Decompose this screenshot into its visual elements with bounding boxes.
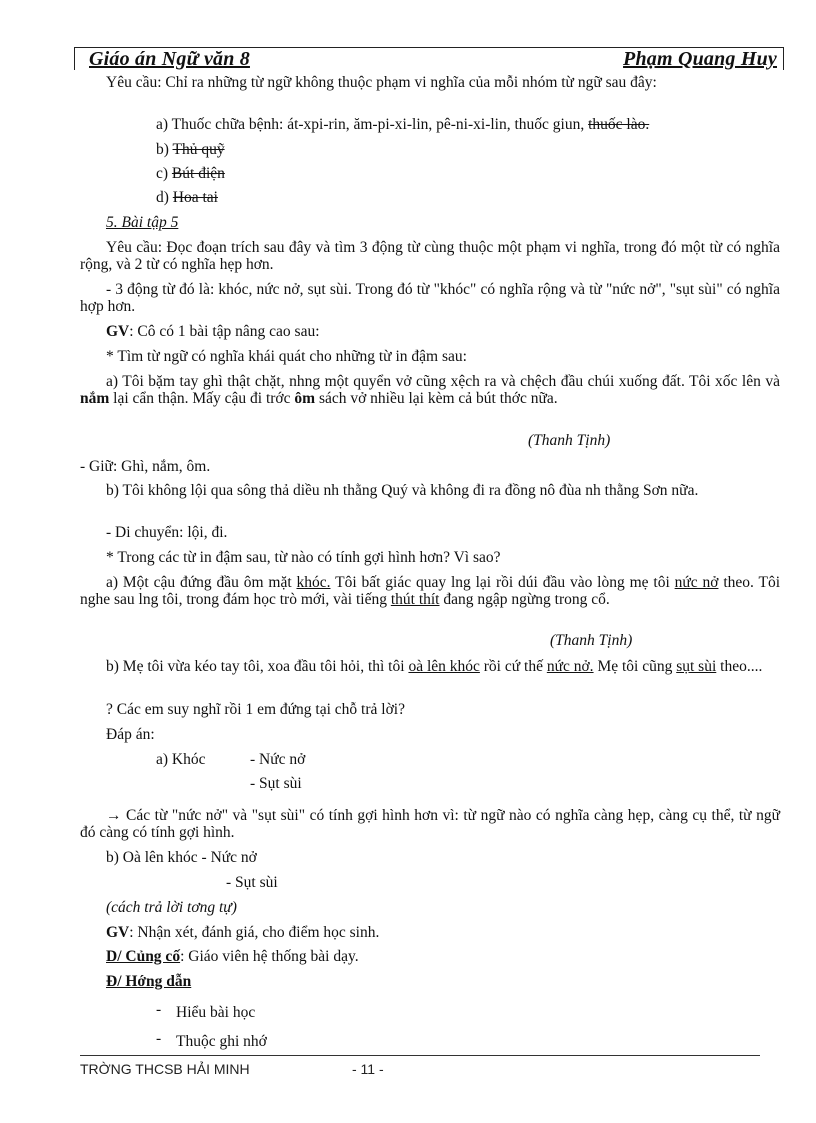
- item-a: a) Thuốc chữa bệnh: át-xpi-rin, ăm-pi-xi-lin, pê-ni-xi-lin, thuốc giun, thuốc lào.: [156, 116, 650, 133]
- bullet-marker: -: [156, 1030, 162, 1047]
- answer-label: Đáp án:: [106, 726, 155, 743]
- task-1: * Tìm từ ngữ có nghĩa khái quát cho những từ in đậm sau:: [106, 348, 467, 365]
- struck-word: Hoa tai: [172, 189, 218, 206]
- guidance-item-1: Hiểu bài học: [176, 1004, 256, 1021]
- answer-b: b) Oà lên khóc - Nức nở: [106, 849, 257, 866]
- passage-b: b) Tôi không lội qua sông thả diều nh thằng Quý và không đi ra đồng nô đùa nh thằng Sơn nữa.: [106, 482, 699, 499]
- consolidation: D/ Củng cố: Giáo viên hệ thống bài dạy.: [106, 948, 359, 965]
- passage-a: a) Tôi bặm tay ghì thật chặt, nhng một quyển vở cũng xệch ra và chệch đầu chúi xuống đất. Tôi xốc lên và nắm lại cẩn thận. Mấy cậu đi trớc ôm sách vở nhiều lại kèm cả bút thớc nữa.: [80, 373, 780, 407]
- header-subject: Giáo án Ngữ văn 8: [89, 48, 250, 70]
- page-header: [74, 47, 784, 70]
- task-2: * Trong các từ in đậm sau, từ nào có tính gợi hình hơn? Vì sao?: [106, 549, 501, 566]
- conclusion: → Các từ "nức nở" và "sụt sùi" có tính gợi hình hơn vì: từ ngữ nào có nghĩa càng hẹp, càng cụ thể, từ ngữ đó càng có tính gợi hình.: [80, 807, 780, 841]
- header-author: Phạm Quang Huy: [623, 48, 777, 70]
- exercise-5-answer: - 3 động từ đó là: khóc, nức nở, sụt sùi. Trong đó từ "khóc" có nghĩa rộng và từ "nức nở", "sụt sùi" có nghĩa hợp hơn.: [80, 281, 780, 315]
- answer-di-chuyen: - Di chuyển: lội, đi.: [106, 524, 228, 541]
- item-c: c) Bút điện: [156, 165, 225, 182]
- footer-school: TRỜNG THCSB HẢI MINH: [80, 1061, 250, 1077]
- teacher-note-2: GV: Nhận xét, đánh giá, cho điểm học sinh.: [106, 924, 380, 941]
- struck-word: Bút điện: [171, 165, 225, 182]
- teacher-note-1: GV: Cô có 1 bài tập nâng cao sau:: [106, 323, 320, 340]
- arrow-icon: →: [106, 807, 122, 824]
- guidance-item-2: Thuộc ghi nhớ: [176, 1033, 267, 1050]
- answer-a-item-2: - Sụt sùi: [250, 775, 302, 792]
- footer-divider: [80, 1055, 760, 1056]
- struck-word: Thủ quỹ: [172, 141, 225, 158]
- note-similar: (cách trả lời tơng tự): [106, 899, 237, 916]
- exercise-5-requirement: Yêu cầu: Đọc đoạn trích sau đây và tìm 3 động từ cùng thuộc một phạm vi nghĩa, trong đó một từ có nghĩa rộng, và 2 từ có nghĩa hẹp hơn.: [80, 239, 780, 273]
- passage-qb: b) Mẹ tôi vừa kéo tay tôi, xoa đầu tôi hỏi, thì tôi oà lên khóc rồi cứ thế nức nở. Mẹ tôi cũng sụt sùi theo....: [106, 658, 763, 675]
- item-d: d) Hoa tai: [156, 189, 218, 206]
- answer-a-item-1: - Nức nở: [250, 751, 306, 768]
- answer-giu: - Giữ: Ghì, nắm, ôm.: [80, 458, 211, 475]
- requirement-paragraph: Yêu cầu: Chỉ ra những từ ngữ không thuộc phạm vi nghĩa của mỗi nhóm từ ngữ sau đây:: [106, 74, 657, 91]
- struck-word: thuốc lào.: [588, 116, 650, 133]
- page-number: - 11 -: [352, 1061, 384, 1077]
- source-citation-2: (Thanh Tịnh): [550, 632, 633, 649]
- exercise-5-heading: 5. Bài tập 5: [106, 214, 179, 231]
- guidance-heading: Đ/ Hớng dẫn: [106, 973, 192, 990]
- source-citation-1: (Thanh Tịnh): [528, 432, 611, 449]
- item-b: b) Thủ quỹ: [156, 141, 225, 158]
- answer-b-item-2: - Sụt sùi: [226, 874, 278, 891]
- question: ? Các em suy nghĩ rồi 1 em đứng tại chỗ trả lời?: [106, 701, 405, 718]
- bullet-marker: -: [156, 1001, 162, 1018]
- answer-a-word: a) Khóc: [156, 751, 206, 768]
- passage-qa: a) Một cậu đứng đầu ôm mặt khóc. Tôi bất giác quay lng lại rồi dúi đầu vào lòng mẹ tôi nức nở theo. Tôi nghe sau lng tôi, trong đám học trò mới, vài tiếng thút thít đang ngập ngừng trong cổ.: [80, 574, 780, 608]
